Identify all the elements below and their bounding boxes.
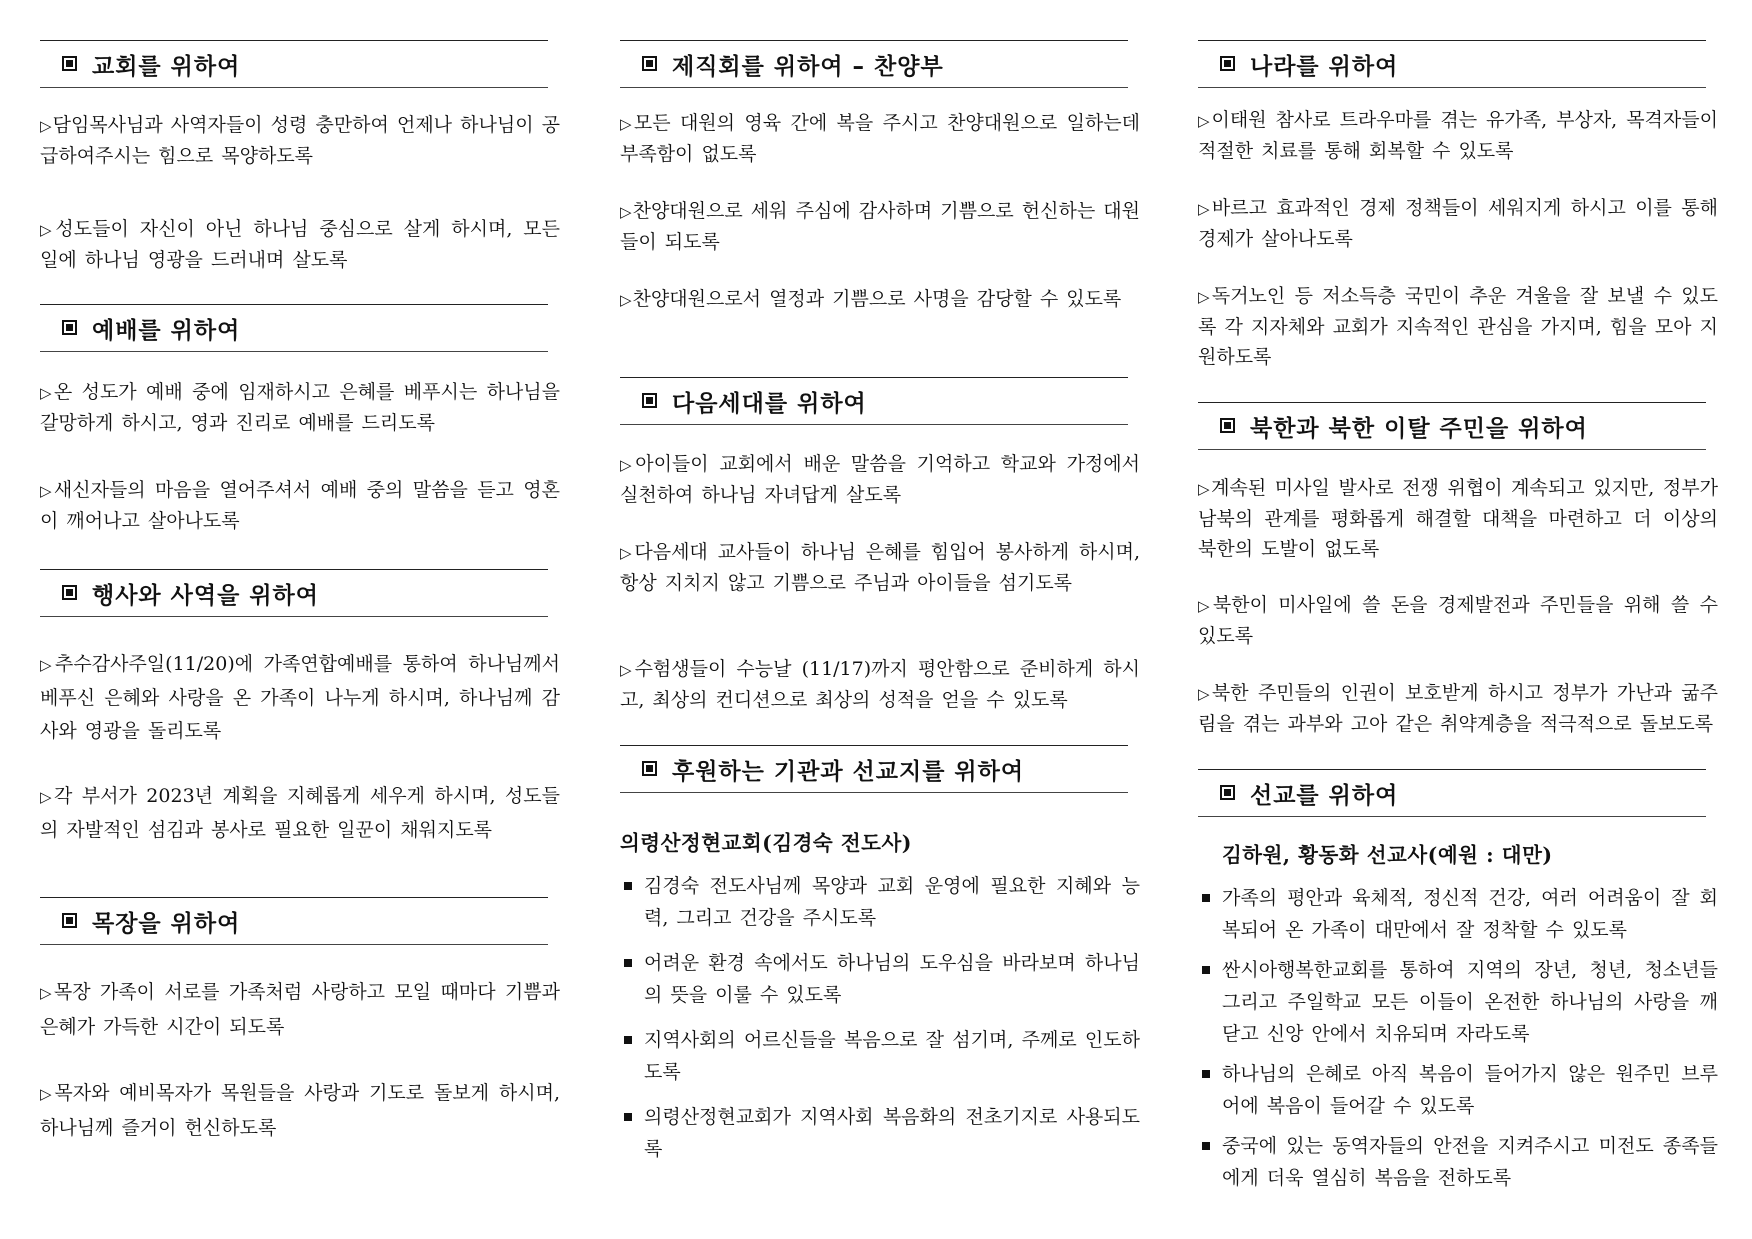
triangle-marker-icon: ▷ [1198,200,1211,218]
square-bullet-icon [1220,418,1235,433]
prayer-item: ▷목장 가족이 서로를 가족처럼 사랑하고 모일 때마다 기쁨과 은혜가 가득한 시간이 되도록 [40,981,560,1038]
prayer-item: ▷성도들이 자신이 아닌 하나님 중심으로 살게 하시며, 모든 일에 하나님 영광을 드러내며 살도록 [40,218,560,271]
section-header [1198,402,1706,450]
section-header [40,304,548,352]
square-bullet-icon [62,320,77,335]
square-bullet-icon [62,913,77,928]
section-header [40,569,548,617]
prayer-item: ▷북한 주민들의 인권이 보호받게 하시고 정부가 가난과 굶주림을 겪는 과부와 고아 같은 취약계층을 적극적으로 돌보도록 [1198,682,1718,735]
square-bullet-icon [62,56,77,71]
bullet-item: 가족의 평안과 육체적, 정신적 건강, 여러 어려움이 잘 회복되어 온 가족이 대만에서 잘 정착할 수 있도록 [1198,882,1718,946]
section-worship [40,304,560,352]
section-missions [1198,769,1720,817]
square-bullet-icon [642,761,657,776]
prayer-item: ▷각 부서가 2023년 계획을 지혜롭게 세우게 하시며, 성도들의 자발적인 섬김과 봉사로 필요한 일꾼이 채워지도록 [40,785,560,841]
prayer-item: ▷계속된 미사일 발사로 전쟁 위협이 계속되고 있지만, 정부가 남북의 관계를 평화롭게 해결할 대책을 마련하고 더 이상의 북한의 도발이 없도록 [1198,477,1718,560]
prayer-item: ▷독거노인 등 저소득층 국민이 추운 겨울을 잘 보낼 수 있도록 각 지자체와 교회가 지속적인 관심을 가지며, 힘을 모아 지원하도록 [1198,285,1719,368]
prayer-item: ▷수험생들이 수능날 (11/17)까지 평안함으로 준비하게 하시고, 최상의 컨디션으로 최상의 성적을 얻을 수 있도록 [620,658,1140,711]
prayer-item: ▷목자와 예비목자가 목원들을 사랑과 기도로 돌보게 하시며, 하나님께 즐거이 헌신하도록 [40,1082,560,1139]
triangle-marker-icon: ▷ [40,117,52,135]
square-bullet-icon [642,56,657,71]
section-events [40,569,560,617]
prayer-item: ▷다음세대 교사들이 하나님 은혜를 힘입어 봉사하게 하시며, 항상 지치지 않고 기쁨으로 주님과 아이들을 섬기도록 [620,541,1140,594]
triangle-marker-icon: ▷ [40,788,53,806]
section-title: 나라를 위하여 [1250,54,1399,80]
triangle-marker-icon: ▷ [620,203,632,221]
bullet-item: 의령산정현교회가 지역사회 복음화의 전초기지로 사용되도록 [620,1101,1140,1165]
section-title: 예배를 위하여 [92,318,241,344]
prayer-item: ▷모든 대원의 영육 간에 복을 주시고 찬양대원으로 일하는데 부족함이 없도록 [620,112,1140,165]
triangle-marker-icon: ▷ [40,221,55,239]
section-title: 제직회를 위하여 – 찬양부 [672,54,944,80]
section-header [40,897,548,945]
section-header [40,40,548,88]
bullet-item: 어려운 환경 속에서도 하나님의 도우심을 바라보며 하나님의 뜻을 이룰 수 있도록 [620,947,1140,1011]
section-title: 목장을 위하여 [92,911,241,937]
square-bullet-icon [1202,966,1210,974]
square-bullet-icon [1220,785,1235,800]
square-bullet-icon [1220,56,1235,71]
bullet-item: 싼시아행복한교회를 통하여 지역의 장년, 청년, 청소년들 그리고 주일학교 모든 이들이 온전한 하나님의 사랑을 깨닫고 신앙 안에서 치유되며 자라도록 [1198,954,1718,1050]
triangle-marker-icon: ▷ [1198,480,1211,498]
section-supported-missions [620,745,1140,793]
section-title: 교회를 위하여 [92,54,241,80]
triangle-marker-icon: ▷ [620,544,634,562]
section-choir [620,40,1140,88]
square-bullet-icon [624,959,632,967]
prayer-item: ▷온 성도가 예배 중에 임재하시고 은혜를 베푸시는 하나님을 갈망하게 하시고, 영과 진리로 예배를 드리도록 [40,381,560,434]
bullet-item: 김경숙 전도사님께 목양과 교회 운영에 필요한 지혜와 능력, 그리고 건강을 주시도록 [620,870,1140,934]
triangle-marker-icon: ▷ [40,1085,54,1103]
prayer-item: ▷찬양대원으로서 열정과 기쁨으로 사명을 감당할 수 있도록 [620,288,1122,310]
section-header [1198,769,1706,817]
section-church [40,40,560,88]
prayer-item: ▷찬양대원으로 세워 주심에 감사하며 기쁨으로 헌신하는 대원들이 되도록 [620,200,1140,253]
section-title: 행사와 사역을 위하여 [92,583,319,609]
section-next-generation [620,377,1140,425]
triangle-marker-icon: ▷ [620,661,634,679]
section-north-korea [1198,402,1720,450]
prayer-item: ▷바르고 효과적인 경제 정책들이 세워지게 하시고 이를 통해 경제가 살아나도록 [1198,197,1718,250]
section-header [1198,40,1706,88]
square-bullet-icon [624,882,632,890]
prayer-item: ▷이태원 참사로 트라우마를 겪는 유가족, 부상자, 목격자들이 적절한 치료를 통해 회복할 수 있도록 [1198,109,1718,162]
prayer-item: ▷북한이 미사일에 쓸 돈을 경제발전과 주민들을 위해 쓸 수 있도록 [1198,594,1718,647]
mission-subheading: 의령산정현교회(김경숙 전도사) [620,831,912,855]
bullet-item: 중국에 있는 동역자들의 안전을 지켜주시고 미전도 종족들에게 더욱 열심히 복음을 전하도록 [1198,1130,1718,1194]
bullet-item: 지역사회의 어르신들을 복음으로 잘 섬기며, 주께로 인도하도록 [620,1024,1140,1088]
prayer-item: ▷추수감사주일(11/20)에 가족연합예배를 통하여 하나님께서 베푸신 은혜와 사랑을 온 가족이 나누게 하시며, 하나님께 감사와 영광을 돌리도록 [40,653,560,742]
triangle-marker-icon: ▷ [40,482,53,500]
section-title: 다음세대를 위하여 [672,391,867,417]
bullet-item: 하나님의 은혜로 아직 복음이 들어가지 않은 원주민 브루어에 복음이 들어갈 수 있도록 [1198,1058,1718,1122]
section-title: 후원하는 기관과 선교지를 위하여 [672,759,1025,785]
triangle-marker-icon: ▷ [40,384,53,402]
triangle-marker-icon: ▷ [1198,288,1211,306]
section-header [620,745,1128,793]
square-bullet-icon [1202,894,1210,902]
square-bullet-icon [62,585,77,600]
prayer-item: ▷아이들이 교회에서 배운 말씀을 기억하고 학교와 가정에서 실천하여 하나님 자녀답게 살도록 [620,453,1140,506]
section-header [620,40,1128,88]
square-bullet-icon [1202,1070,1210,1078]
triangle-marker-icon: ▷ [1198,112,1211,130]
section-header [620,377,1128,425]
triangle-marker-icon: ▷ [1198,597,1212,615]
triangle-marker-icon: ▷ [620,115,633,133]
square-bullet-icon [642,393,657,408]
square-bullet-icon [624,1036,632,1044]
section-title: 북한과 북한 이탈 주민을 위하여 [1250,416,1588,442]
section-title: 선교를 위하여 [1250,783,1399,809]
section-nation [1198,40,1720,88]
square-bullet-icon [624,1113,632,1121]
triangle-marker-icon: ▷ [620,291,632,309]
triangle-marker-icon: ▷ [40,984,53,1002]
prayer-item: ▷담임목사님과 사역자들이 성령 충만하여 언제나 하나님이 공급하여주시는 힘으로 목양하도록 [40,114,560,167]
mission-subheading: 김하원, 황동화 선교사(예원 : 대만) [1222,843,1553,867]
triangle-marker-icon: ▷ [40,656,55,674]
section-cell-group [40,897,560,945]
prayer-item: ▷새신자들의 마음을 열어주셔서 예배 중의 말씀을 듣고 영혼이 깨어나고 살아나도록 [40,479,560,532]
triangle-marker-icon: ▷ [1198,685,1211,703]
triangle-marker-icon: ▷ [620,456,635,474]
square-bullet-icon [1202,1142,1210,1150]
